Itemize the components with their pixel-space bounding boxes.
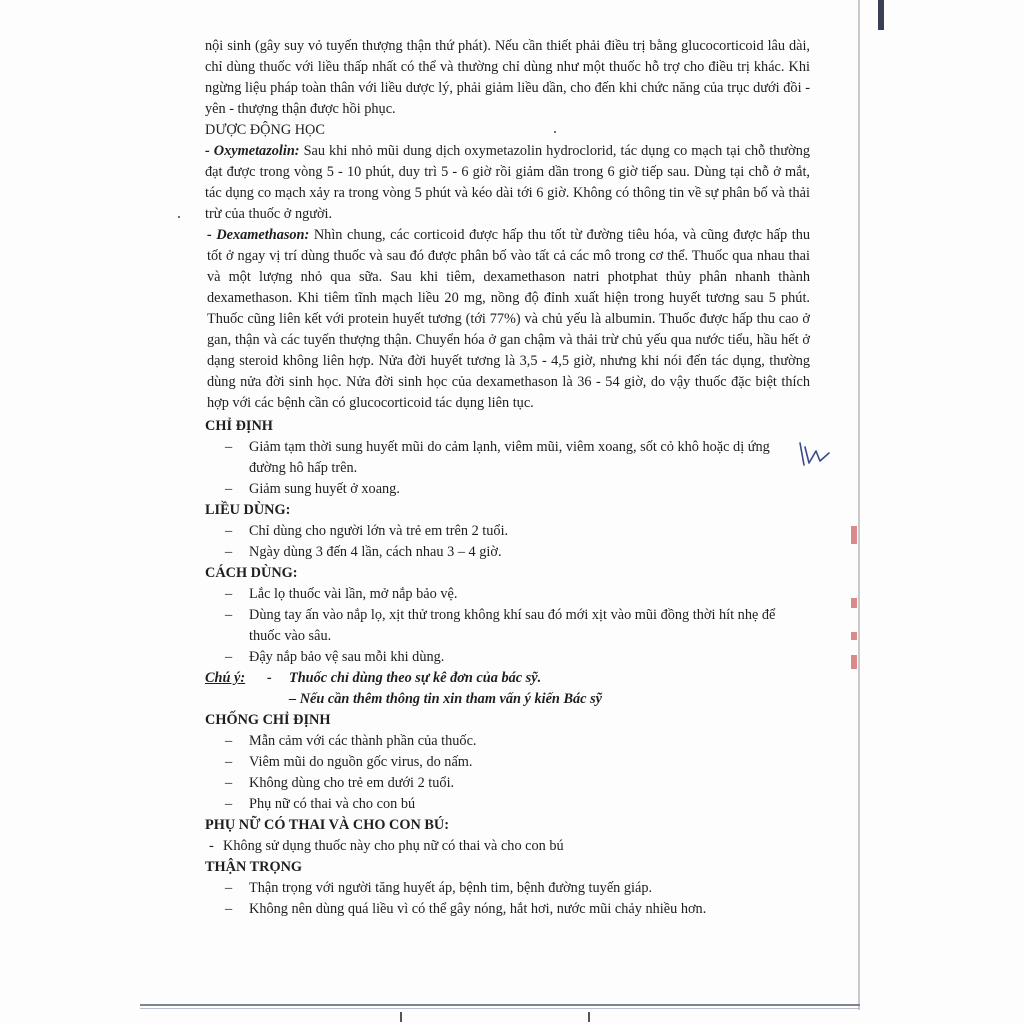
list-item: - Không sử dụng thuốc này cho phụ nữ có thai và cho con bú	[209, 838, 564, 854]
list-item: – Giảm sung huyết ở xoang.	[225, 481, 400, 497]
list-item: – Mẫn cảm với các thành phần của thuốc.	[225, 733, 477, 749]
dexamethason-text: Nhìn chung, các corticoid được hấp thu tốt từ đường tiêu hóa, và cũng được hấp thu tốt ở ngay vị trí dùng thuốc và sau đó được phân bố vào tất cả các mô trong cơ thể. Thuốc qua nhau thai và một lượng nhỏ qua sữa. Sau khi tiêm, dexamethason natri photphat thủy phân nhanh thành dexamethason. Khi tiêm tĩnh mạch liều 20 mg, nồng độ đỉnh xuất hiện trong huyết tương sau 5 phút. Thuốc cũng liên kết với protein huyết tương (tới 77%) và chủ yếu là albumin. Thuốc được hấp thu cao ở gan, thận và các tuyến thượng thận. Chuyển hóa ở gan chậm và thải trừ chủ yếu qua nước tiểu, hầu hết ở dạng steroid không liên hợp. Nửa đời huyết tương là 3,5 - 4,5 giờ, nhưng khi nói đến tác dụng, thường dùng nửa đời sinh học. Nửa đời sinh học của dexamethason là 36 - 54 giờ, do vậy thuốc đặc biệt thích hợp với các bệnh cần có glucocorticoid tác dụng liên tục.	[207, 227, 810, 411]
contraindications-heading: CHỐNG CHỈ ĐỊNH	[205, 712, 331, 728]
usage-heading: CÁCH DÙNG:	[205, 565, 298, 581]
list-item: – Thận trọng với người tăng huyết áp, bệnh tim, bệnh đường tuyến giáp.	[225, 880, 653, 896]
intro-paragraph: nội sinh (gây suy vỏ tuyến thượng thận thứ phát). Nếu cần thiết phải điều trị bằng glucocorticoid lâu dài, chỉ dùng thuốc với liều thấp nhất có thể và thường chỉ dùng như một thuốc hỗ trợ cho điều trị khác. Khi ngừng liệu pháp toàn thân với liều dược lý, phải giảm liều dần, cho đến khi chức năng của trục dưới đồi - yên - thượng thận được hồi phục.	[205, 38, 810, 117]
oxymetazolin-text: Sau khi nhỏ mũi dung dịch oxymetazolin hydroclorid, tác dụng co mạch tại chỗ thường đạt được trong vòng 5 - 10 phút, duy trì 5 - 6 giờ rồi giảm dần trong 6 giờ tiếp sau. Dùng tại chỗ ở mắt, tác dụng co mạch xảy ra trong vòng 5 phút và kéo dài tới 6 giờ. Không có thông tin về sự phân bố và thải trừ của thuốc ở người.	[205, 143, 810, 222]
pharmacokinetics-heading: DƯỢC ĐỘNG HỌC	[205, 122, 325, 138]
bottom-tick	[400, 1012, 402, 1022]
dosage-heading: LIỀU DÙNG:	[205, 502, 291, 518]
pregnancy-heading: PHỤ NỮ CÓ THAI VÀ CHO CON BÚ:	[205, 817, 449, 833]
red-edge-mark	[851, 526, 857, 544]
list-item: – Không dùng cho trẻ em dưới 2 tuổi.	[225, 775, 455, 791]
page-edge-mark	[878, 0, 884, 30]
list-item: – Không nên dùng quá liều vì có thể gây nóng, hắt hơi, nước mũi chảy nhiều hơn.	[225, 901, 707, 917]
red-edge-mark	[851, 632, 857, 640]
list-item: – Viêm mũi do nguồn gốc virus, do nấm.	[225, 754, 473, 770]
scan-speck	[178, 216, 180, 218]
list-item: – Dùng tay ấn vào nắp lọ, xịt thử trong không khí sau đó mới xịt vào mũi đồng thời hít nhẹ để thuốc vào sâu.	[225, 607, 776, 644]
bottom-border	[140, 1004, 860, 1006]
note-line: Chú ý: - Thuốc chỉ dùng theo sự kê đơn của bác sỹ.	[205, 668, 810, 689]
list-item: – Giảm tạm thời sung huyết mũi do cảm lạnh, viêm mũi, viêm xoang, sốt cỏ khô hoặc dị ứng đường hô hấp trên.	[225, 439, 770, 476]
oxymetazolin-paragraph	[205, 141, 810, 225]
dexamethason-paragraph	[205, 225, 810, 414]
list-item: – Đậy nắp bảo vệ sau mỗi khi dùng.	[225, 649, 445, 665]
bottom-border	[140, 1008, 860, 1009]
note-text: Thuốc chỉ dùng theo sự kê đơn của bác sỹ.	[289, 670, 542, 686]
oxymetazolin-label: - Oxymetazolin:	[205, 143, 300, 159]
precautions-heading: THẬN TRỌNG	[205, 859, 303, 875]
note-label: Chú ý:	[205, 670, 246, 686]
list-item: – Phụ nữ có thai và cho con bú	[225, 796, 416, 812]
list-item: – Ngày dùng 3 đến 4 lần, cách nhau 3 – 4 giờ.	[225, 544, 502, 560]
note-line: – Nếu cần thêm thông tin xin tham vấn ý kiến Bác sỹ	[289, 691, 602, 707]
list-item: – Chỉ dùng cho người lớn và trẻ em trên 2 tuổi.	[225, 523, 509, 539]
list-item: – Lắc lọ thuốc vài lần, mở nắp bảo vệ.	[225, 586, 458, 602]
red-edge-mark	[851, 655, 857, 669]
dexamethason-label: - Dexamethason:	[207, 227, 310, 243]
document-body	[205, 36, 810, 920]
page-edge	[858, 0, 860, 1010]
bottom-tick	[588, 1012, 590, 1022]
red-edge-mark	[851, 598, 857, 608]
indications-heading: CHỈ ĐỊNH	[205, 418, 273, 434]
